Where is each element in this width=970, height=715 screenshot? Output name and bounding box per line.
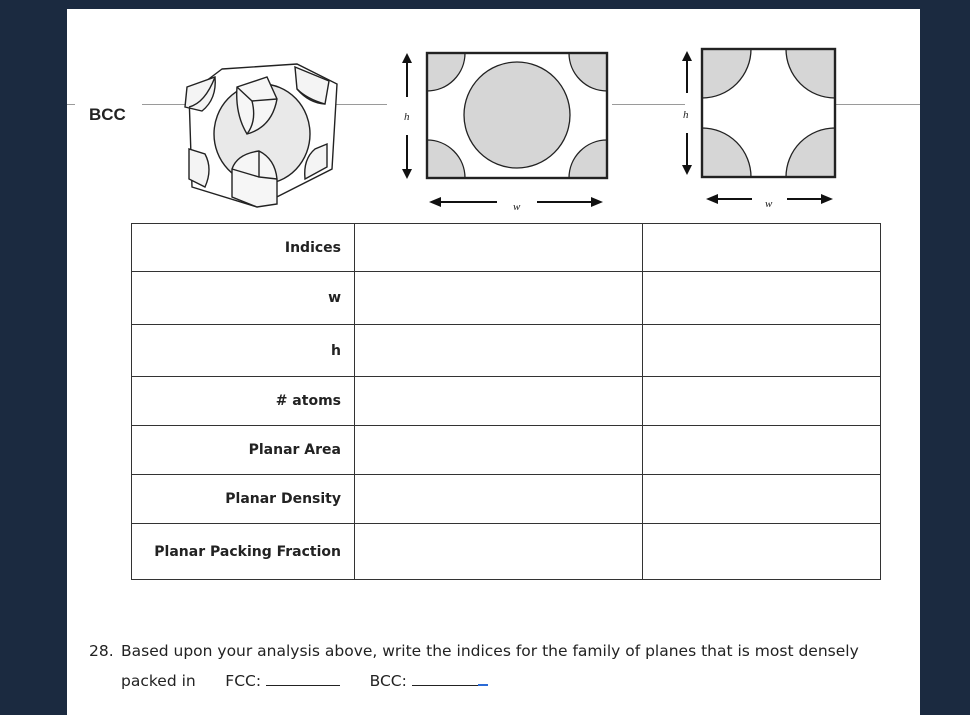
table-row [132, 272, 881, 325]
table-row [132, 325, 881, 377]
height-label: h [683, 109, 689, 121]
row-label-indices: Indices [132, 224, 355, 272]
answer-cell[interactable] [355, 224, 643, 272]
table-row [132, 426, 881, 475]
answer-cell[interactable] [643, 224, 881, 272]
bcc-unit-cell-figure [177, 59, 347, 219]
table-row [132, 475, 881, 524]
answer-cell[interactable] [643, 426, 881, 475]
answer-cell[interactable] [355, 426, 643, 475]
separator-line [67, 104, 75, 105]
fcc-answer-blank[interactable] [266, 671, 340, 686]
section-label: BCC [89, 105, 126, 124]
row-label-planar-density: Planar Density [132, 475, 355, 524]
width-label: w [513, 201, 521, 213]
row-label-planar-packing-fraction: Planar Packing Fraction [132, 524, 355, 580]
bcc-answer-blank[interactable] [412, 671, 478, 686]
height-label: h [404, 111, 410, 123]
table-row [132, 224, 881, 272]
answer-cell[interactable] [355, 325, 643, 377]
document-page [67, 9, 920, 715]
row-label-w: w [132, 272, 355, 325]
answer-cell[interactable] [355, 524, 643, 580]
planar-properties-table [131, 223, 881, 580]
fcc-label: FCC: [225, 672, 262, 690]
text-cursor-mark [478, 680, 488, 686]
row-label-atoms: # atoms [132, 377, 355, 426]
question-28 [89, 636, 909, 696]
question-text: Based upon your analysis above, write the indices for the family of planes that is most densely packed in [121, 642, 859, 690]
answer-cell[interactable] [643, 524, 881, 580]
answer-cell[interactable] [355, 377, 643, 426]
bcc-label: BCC: [369, 672, 407, 690]
answer-cell[interactable] [643, 325, 881, 377]
answer-cell[interactable] [355, 272, 643, 325]
row-label-planar-area: Planar Area [132, 426, 355, 475]
answer-cell[interactable] [643, 377, 881, 426]
question-number: 28. [89, 642, 114, 660]
plane-figure-b [672, 45, 852, 215]
table-row [132, 377, 881, 426]
answer-cell[interactable] [355, 475, 643, 524]
answer-cell[interactable] [643, 272, 881, 325]
width-label: w [765, 198, 773, 210]
row-label-h: h [132, 325, 355, 377]
answer-cell[interactable] [643, 475, 881, 524]
plane-figure-a [397, 47, 617, 222]
table-row [132, 524, 881, 580]
